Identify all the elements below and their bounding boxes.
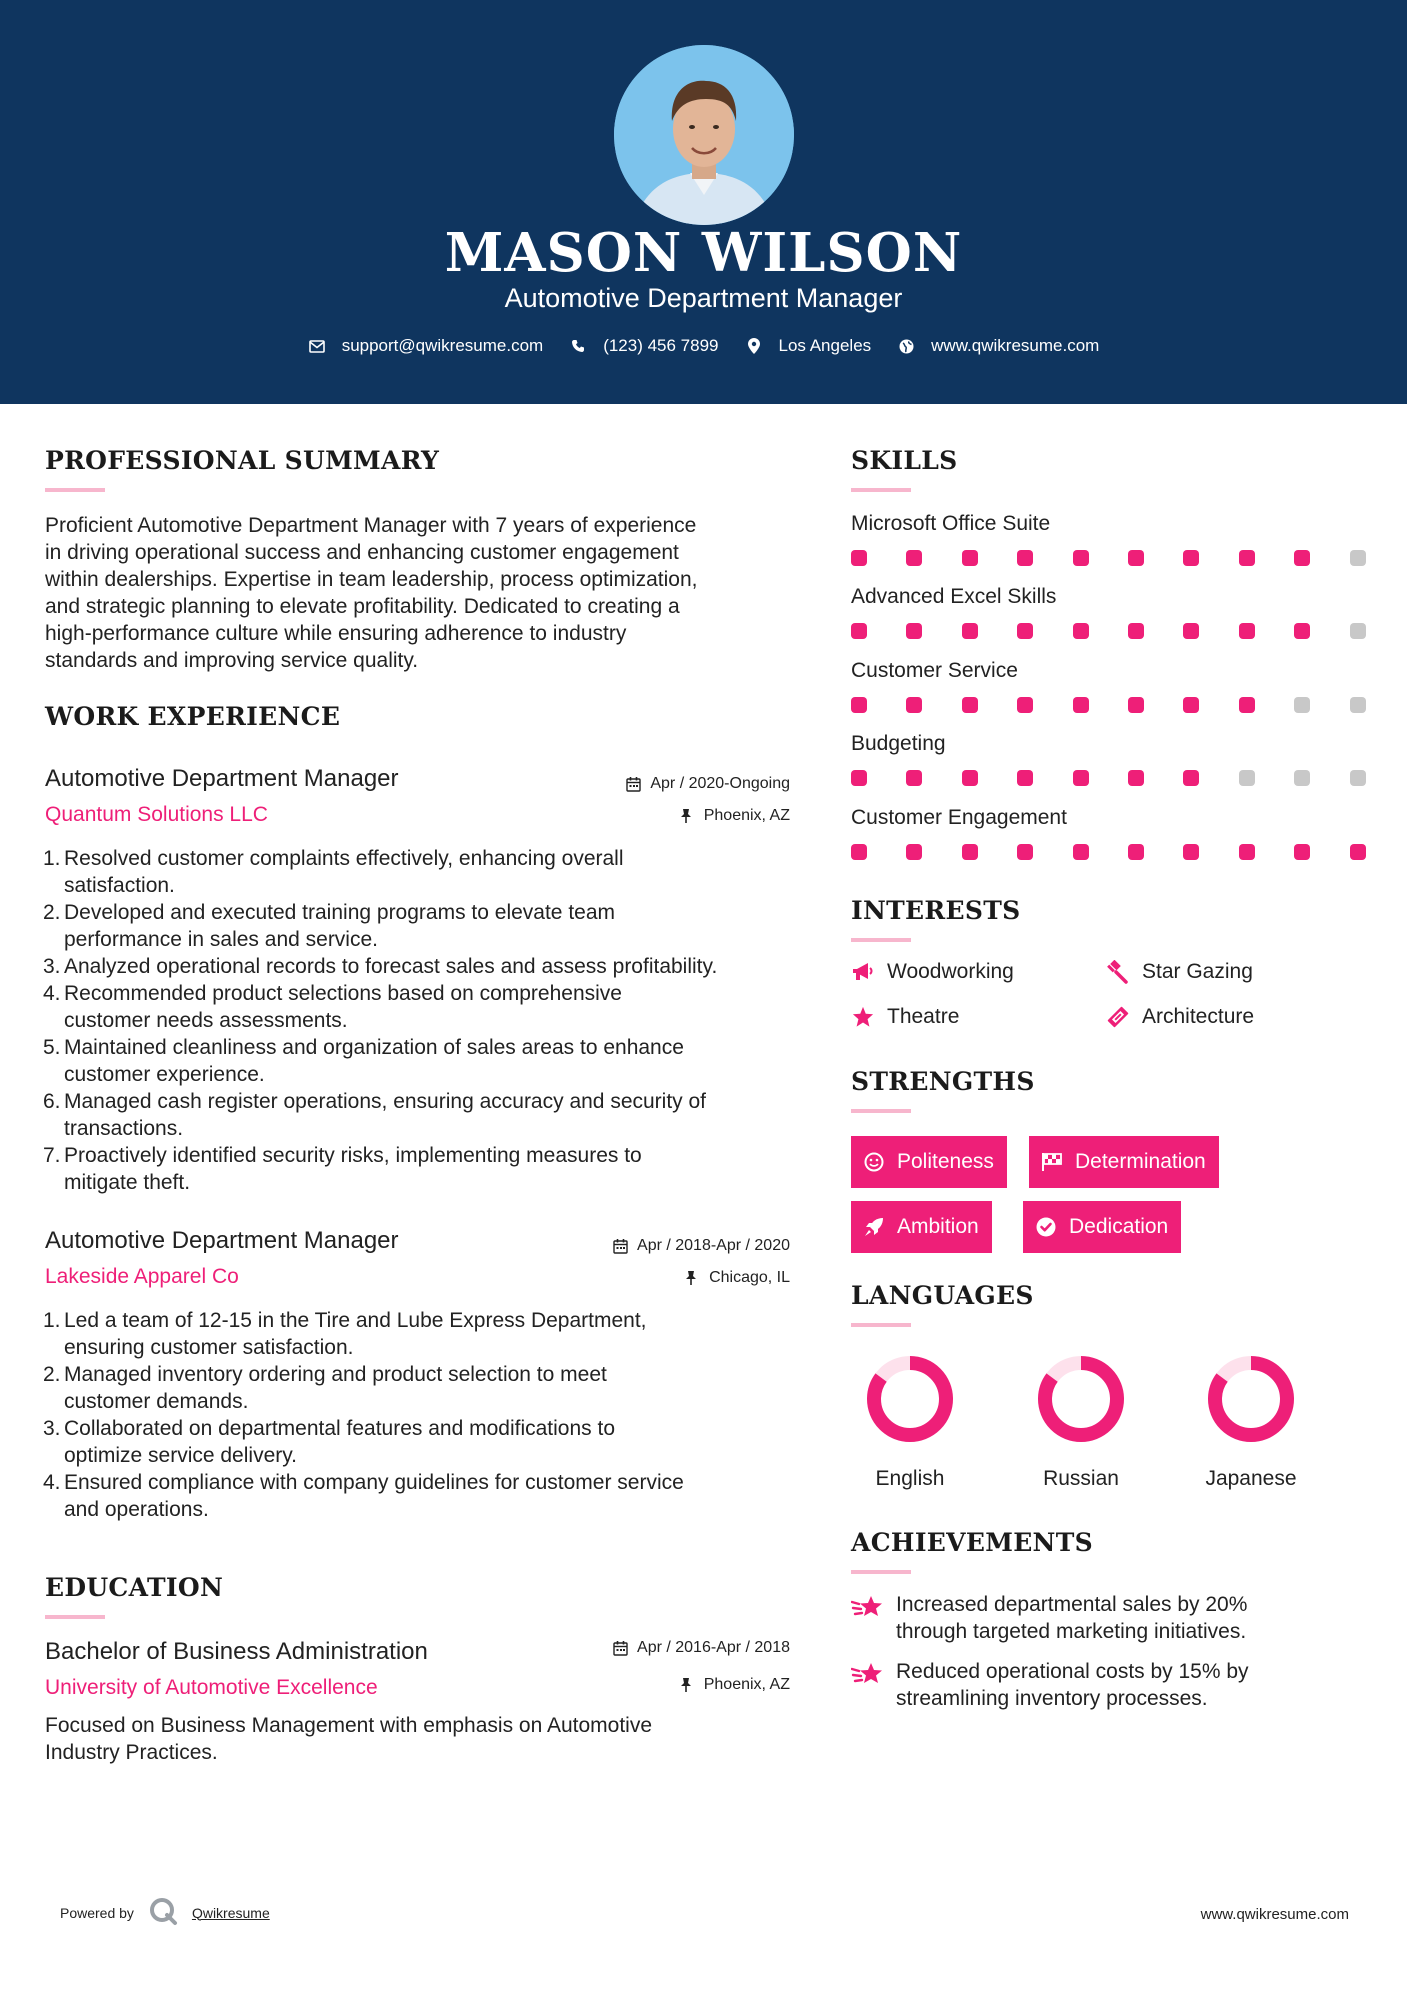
interest-label: Theatre [887, 1005, 960, 1028]
skill-dot-filled [1183, 550, 1199, 566]
interest-item [1106, 960, 1253, 984]
list-item: 2. Developed and executed training programs to elevate team performance in sales and service. [43, 901, 616, 951]
skill-dot-filled [962, 623, 978, 639]
education-location [680, 1676, 790, 1694]
list-item: 2. Managed inventory ordering and product selection to meet customer demands. [43, 1363, 607, 1413]
strengths-heading: STRENGTHS [851, 1067, 1035, 1096]
company-name: Quantum Solutions LLC [45, 803, 268, 826]
skill-rating [851, 844, 1365, 860]
language-label: English [875, 1467, 945, 1490]
contact-website[interactable] [897, 336, 1099, 356]
footer-powered-by [60, 1896, 270, 1929]
summary-line: in driving operational success and enhancing customer engagement [45, 541, 679, 564]
flag-icon [1041, 1151, 1063, 1173]
skill-dot-filled [851, 697, 867, 713]
skill-dot-filled [1073, 550, 1089, 566]
company-name: Lakeside Apparel Co [45, 1265, 239, 1288]
education-underline [45, 1615, 105, 1619]
education-line: Focused on Business Management with emphasis on Automotive [45, 1714, 653, 1737]
strength-tag [851, 1201, 992, 1253]
strength-label: Dedication [1069, 1215, 1169, 1238]
skill-dot-filled [962, 770, 978, 786]
achievement-line: Increased departmental sales by 20% [896, 1593, 1248, 1616]
list-item: 6. Managed cash register operations, ensuring accuracy and security of transactions. [43, 1090, 707, 1140]
list-item: 7. Proactively identified security risks, implementing measures to mitigate theft. [43, 1144, 642, 1194]
skill-dot-filled [851, 550, 867, 566]
contact-phone-text: (123) 456 7899 [603, 336, 719, 355]
ticket-icon [1106, 1005, 1130, 1029]
skill-dot-filled [1073, 697, 1089, 713]
languages-heading: LANGUAGES [851, 1281, 1034, 1310]
skill-dot-filled [1183, 697, 1199, 713]
skill-dot-filled [1073, 623, 1089, 639]
language-label: Russian [1043, 1467, 1119, 1490]
skill-dot-filled [1017, 844, 1033, 860]
interest-label: Woodworking [887, 960, 1014, 983]
calendar-icon [613, 1238, 629, 1254]
list-item: 3. Analyzed operational records to forecast sales and assess profitability. [43, 955, 718, 978]
skill-dot-filled [1294, 844, 1310, 860]
resume-header [0, 0, 1407, 404]
education-heading: EDUCATION [45, 1573, 224, 1602]
education-location-text: Phoenix, AZ [703, 1676, 790, 1693]
skill-dot-filled [1239, 697, 1255, 713]
skill-dot-filled [1017, 697, 1033, 713]
qwikresume-logo-icon [148, 1896, 178, 1929]
skill-dot-filled [1128, 844, 1144, 860]
contact-location [745, 336, 872, 356]
list-item: 1. Led a team of 12-15 in the Tire and Lube Express Department, ensuring customer satisfaction. [43, 1309, 647, 1359]
achievement-item [851, 1658, 1249, 1712]
skills-underline [851, 488, 911, 492]
list-item: 5. Maintained cleanliness and organization of sales areas to enhance customer experience. [43, 1036, 684, 1086]
list-item: 1. Resolved customer complaints effectively, enhancing overall satisfaction. [43, 847, 624, 897]
strength-label: Politeness [897, 1150, 994, 1173]
check-circle-icon [1035, 1216, 1057, 1238]
list-item: 3. Collaborated on departmental features and modifications to optimize service delivery. [43, 1417, 616, 1467]
skill-dot-empty [1350, 697, 1366, 713]
calendar-icon [626, 776, 642, 792]
candidate-name: MASON WILSON [444, 222, 963, 284]
skill-rating [851, 550, 1365, 566]
language-item [850, 1351, 970, 1491]
language-item [1191, 1351, 1311, 1491]
interest-label: Architecture [1142, 1005, 1255, 1028]
skill-dot-filled [1239, 623, 1255, 639]
achievement-item [851, 1591, 1247, 1645]
interests-underline [851, 938, 911, 942]
job-title: Automotive Department Manager [45, 765, 399, 792]
skill-dot-filled [1294, 550, 1310, 566]
strength-tag [851, 1136, 1007, 1188]
envelope-icon [308, 337, 326, 355]
avatar [614, 45, 794, 225]
globe-icon [897, 337, 915, 355]
gavel-icon [1106, 960, 1130, 984]
education-description [45, 1712, 815, 1766]
phone-icon [569, 337, 587, 355]
language-gauge [862, 1351, 958, 1447]
skill-dot-filled [1017, 550, 1033, 566]
skill-dot-empty [1350, 770, 1366, 786]
strength-label: Ambition [897, 1215, 979, 1238]
skill-rating [851, 697, 1365, 713]
candidate-title: Automotive Department Manager [504, 283, 903, 313]
job-location-text: Chicago, IL [709, 1269, 790, 1286]
strength-label: Determination [1075, 1150, 1206, 1173]
skills-heading: SKILLS [851, 446, 958, 475]
skill-dot-empty [1294, 770, 1310, 786]
strengths-underline [851, 1109, 911, 1113]
skill-dot-filled [1183, 623, 1199, 639]
skill-dot-filled [1350, 844, 1366, 860]
skill-name: Budgeting [851, 732, 946, 755]
shooting-star-icon [851, 1659, 885, 1693]
contact-location-text: Los Angeles [778, 336, 872, 355]
bullhorn-icon [851, 960, 875, 984]
strength-tag [1023, 1201, 1181, 1253]
skill-dot-filled [906, 770, 922, 786]
job-dates-text: Apr / 2020-Ongoing [650, 775, 790, 792]
skill-dot-filled [851, 623, 867, 639]
school-name: University of Automotive Excellence [45, 1676, 378, 1699]
skill-dot-filled [1294, 623, 1310, 639]
skill-rating [851, 770, 1365, 786]
contact-bar [0, 336, 1407, 356]
summary-underline [45, 488, 105, 492]
achievements-heading: ACHIEVEMENTS [851, 1528, 1093, 1557]
interest-label: Star Gazing [1142, 960, 1253, 983]
achievements-underline [851, 1570, 911, 1574]
contact-email[interactable] [308, 336, 544, 356]
smile-icon [863, 1151, 885, 1173]
skill-dot-filled [1128, 623, 1144, 639]
calendar-icon [613, 1640, 629, 1656]
skill-name: Microsoft Office Suite [851, 512, 1051, 535]
summary-line: within dealerships. Expertise in team leadership, process optimization, [45, 568, 698, 591]
rocket-icon [863, 1216, 885, 1238]
language-gauge [1203, 1351, 1299, 1447]
skill-dot-empty [1350, 550, 1366, 566]
summary-heading: PROFESSIONAL SUMMARY [45, 446, 440, 475]
summary-line: and strategic planning to elevate profitability. Dedicated to creating a [45, 595, 680, 618]
job-duties-list [45, 1307, 815, 1523]
skill-dot-empty [1239, 770, 1255, 786]
skill-dot-filled [962, 844, 978, 860]
strength-tag [1029, 1136, 1219, 1188]
job-location-text: Phoenix, AZ [703, 807, 790, 824]
footer-website[interactable]: www.qwikresume.com [1200, 1906, 1349, 1923]
language-item [1021, 1351, 1141, 1491]
skill-dot-filled [1017, 770, 1033, 786]
education-dates [613, 1639, 790, 1657]
contact-email-text: support@qwikresume.com [341, 336, 544, 355]
job-location [680, 807, 790, 825]
skill-dot-filled [1128, 770, 1144, 786]
interest-item [1106, 1005, 1254, 1029]
powered-by-text: Powered by [60, 1904, 134, 1921]
skill-dot-filled [851, 770, 867, 786]
summary-text [45, 512, 805, 674]
map-pin-icon [745, 337, 763, 355]
job-duties-list [45, 845, 815, 1196]
summary-line: standards and improving service quality. [45, 649, 419, 672]
skill-dot-filled [1128, 697, 1144, 713]
achievement-line: streamlining inventory processes. [896, 1687, 1208, 1710]
language-gauge [1033, 1351, 1129, 1447]
skill-dot-empty [1350, 623, 1366, 639]
achievement-line: through targeted marketing initiatives. [896, 1620, 1247, 1643]
skill-dot-filled [851, 844, 867, 860]
pushpin-icon [680, 808, 696, 824]
education-line: Industry Practices. [45, 1741, 218, 1764]
shooting-star-icon [851, 1592, 885, 1626]
skill-dot-filled [1073, 844, 1089, 860]
job-dates [613, 1237, 790, 1255]
summary-line: Proficient Automotive Department Manager with 7 years of experience [45, 514, 697, 537]
interests-heading: INTERESTS [851, 896, 1021, 925]
degree-title: Bachelor of Business Administration [45, 1638, 428, 1665]
summary-line: high-performance culture while ensuring adherence to industry [45, 622, 627, 645]
skill-dot-filled [1183, 770, 1199, 786]
skill-dot-empty [1294, 697, 1310, 713]
education-dates-text: Apr / 2016-Apr / 2018 [637, 1639, 790, 1656]
pushpin-icon [685, 1270, 701, 1286]
skill-dot-filled [906, 623, 922, 639]
skill-dot-filled [906, 550, 922, 566]
skill-name: Customer Service [851, 659, 1018, 682]
skill-dot-filled [1017, 623, 1033, 639]
skill-dot-filled [1128, 550, 1144, 566]
qwikresume-link[interactable]: Qwikresume [191, 1904, 270, 1921]
skill-dot-filled [906, 697, 922, 713]
skill-dot-filled [962, 697, 978, 713]
skill-dot-filled [1239, 844, 1255, 860]
skill-dot-filled [962, 550, 978, 566]
skill-rating [851, 623, 1365, 639]
list-item: 4. Recommended product selections based on comprehensive customer needs assessments. [43, 982, 622, 1032]
skill-dot-filled [1239, 550, 1255, 566]
star-icon [851, 1005, 875, 1029]
interest-item [851, 960, 1014, 984]
achievement-line: Reduced operational costs by 15% by [896, 1660, 1249, 1683]
job-dates-text: Apr / 2018-Apr / 2020 [637, 1237, 790, 1254]
skill-dot-filled [1073, 770, 1089, 786]
job-location [685, 1269, 790, 1287]
interest-item [851, 1005, 959, 1029]
job-dates [626, 775, 790, 793]
experience-heading: WORK EXPERIENCE [45, 702, 341, 731]
contact-website-text: www.qwikresume.com [931, 336, 1100, 355]
list-item: 4. Ensured compliance with company guidelines for customer service and operations. [43, 1471, 684, 1521]
language-label: Japanese [1205, 1467, 1297, 1490]
languages-underline [851, 1323, 911, 1327]
skill-dot-filled [906, 844, 922, 860]
job-title: Automotive Department Manager [45, 1227, 399, 1254]
pushpin-icon [680, 1677, 696, 1693]
skill-name: Customer Engagement [851, 806, 1067, 829]
skill-name: Advanced Excel Skills [851, 585, 1057, 608]
contact-phone[interactable] [569, 336, 718, 356]
skill-dot-filled [1183, 844, 1199, 860]
